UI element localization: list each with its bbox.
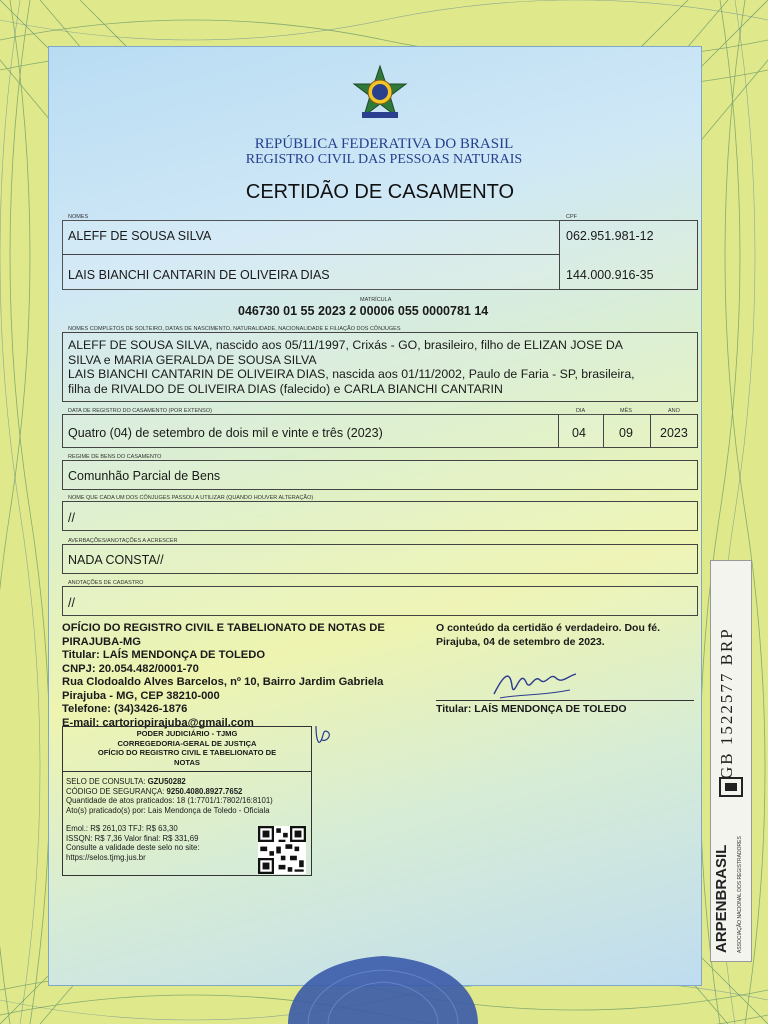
notary-line: CNPJ: 20.054.482/0001-70	[62, 662, 199, 675]
regime-value: Comunhão Parcial de Bens	[68, 469, 221, 483]
filiation-label: NOMES COMPLETOS DE SOLTEIRO, DATAS DE NASCIMENTO, NATURALIDADE, NACIONALIDADE E FILIAÇÃO DOS CÔNJUGES	[68, 326, 401, 332]
name-used-box	[62, 501, 698, 531]
filiation-text	[68, 338, 696, 396]
spouse-2-name: LAIS BIANCHI CANTARIN DE OLIVEIRA DIAS	[68, 268, 330, 282]
spouse-1-name: ALEFF DE SOUSA SILVA	[68, 229, 212, 243]
seal-header-line: CORREGEDORIA-GERAL DE JUSTIÇA	[117, 738, 257, 748]
seal-header	[62, 726, 312, 772]
annotations-value: NADA CONSTA//	[68, 553, 164, 567]
day-label: DIA	[576, 408, 586, 414]
year-divider	[650, 414, 651, 448]
qr-code-icon	[258, 826, 306, 874]
names-label: NOMES	[68, 214, 89, 220]
seal-acts: Quantidade de atos praticados: 18 (1:7701/1:7802/16:8101)	[66, 796, 273, 806]
seal-practiced: Ato(s) praticado(s) por: Lais Mendonça de Toledo - Oficiala	[66, 806, 270, 816]
registration-month: 09	[619, 426, 633, 440]
seal-tax: ISSQN: R$ 7,36 Valor final: R$ 331,69	[66, 833, 199, 843]
registration-day: 04	[572, 426, 586, 440]
arpen-logo-icon	[717, 773, 745, 801]
initials-mark-icon	[312, 722, 334, 748]
seal-security: CÓDIGO DE SEGURANÇA: 9250.4080.8927.7652	[66, 786, 243, 796]
registration-date-label: DATA DE REGISTRO DO CASAMENTO (POR EXTENSO)	[68, 408, 212, 414]
certification-text	[436, 622, 700, 649]
notary-line: Titular: LAÍS MENDONÇA DE TOLEDO	[62, 649, 266, 661]
signature-icon	[490, 664, 580, 704]
seal-consult: SELO DE CONSULTA: GZU50282	[66, 777, 186, 786]
notary-info	[62, 622, 422, 730]
strip-serial: GB 1522577 BRP	[717, 627, 736, 779]
signature-line	[436, 700, 694, 701]
month-label: MÊS	[620, 408, 632, 414]
registration-year: 2023	[660, 426, 688, 440]
filiation-line: LAIS BIANCHI CANTARIN DE OLIVEIRA DIAS, nascida aos 01/11/2002, Paulo de Faria - SP, brasileira,	[68, 367, 635, 382]
filiation-line: ALEFF DE SOUSA SILVA, nascido aos 05/11/1997, Crixás - GO, brasileiro, filho de ELIZAN JOSE DA	[68, 338, 623, 352]
seal-header-line: OFÍCIO DO REGISTRO CIVIL E TABELIONATO DE	[97, 748, 277, 757]
registry-heading: REGISTRO CIVIL DAS PESSOAS NATURAIS	[245, 152, 523, 167]
spouse-2-cpf: 144.000.916-35	[566, 268, 654, 282]
security-strip	[710, 560, 752, 962]
notary-line: Pirajuba - MG, CEP 38210-000	[62, 689, 220, 702]
annotations-label: AVERBAÇÕES/ANOTAÇÕES A ACRESCER	[68, 538, 178, 544]
certification-line: Pirajuba, 04 de setembro de 2023.	[436, 635, 605, 648]
matricula-label: MATRÍCULA	[360, 297, 392, 303]
name-used-value: //	[68, 511, 75, 525]
registration-date-text: Quatro (04) de setembro de dois mil e vinte e três (2023)	[68, 426, 383, 440]
registry-notes-label: ANOTAÇÕES DE CADASTRO	[68, 580, 144, 586]
page-title: CERTIDÃO DE CASAMENTO	[245, 181, 515, 203]
filiation-line: SILVA e MARIA GERALDA DE SOUSA SILVA	[68, 352, 317, 367]
notary-line: Telefone: (34)3426-1876	[62, 703, 188, 715]
seal-header-line: PODER JUDICIÁRIO - TJMG	[136, 729, 238, 738]
filiation-line: filha de RIVALDO DE OLIVEIRA DIAS (falecido) e CARLA BIANCHI CANTARIN	[68, 381, 503, 396]
signer-title: Titular: LAÍS MENDONÇA DE TOLEDO	[436, 703, 627, 715]
seal-header-line: NOTAS	[173, 757, 200, 767]
republic-heading: REPÚBLICA FEDERATIVA DO BRASIL	[254, 136, 514, 152]
blue-seal-icon	[278, 950, 488, 1024]
registry-notes-value: //	[68, 596, 75, 610]
strip-brand: ARPENBRASIL	[713, 844, 730, 953]
seal-site: https://selos.tjmg.jus.br	[66, 852, 146, 862]
cpf-label: CPF	[566, 214, 577, 220]
seal-check: Consulte a validade deste selo no site:	[66, 843, 200, 853]
seal-details	[66, 777, 273, 863]
seal-fees: Emol.: R$ 261,03 TFJ: R$ 63,30	[66, 823, 178, 833]
notary-line: PIRAJUBA-MG	[62, 635, 141, 648]
notary-line: Rua Clodoaldo Alves Barcelos, nº 10, Bairro Jardim Gabriela	[62, 676, 384, 688]
notary-line: OFÍCIO DO REGISTRO CIVIL E TABELIONATO DE NOTAS DE	[62, 622, 385, 634]
strip-subtitle: ASSOCIAÇÃO NACIONAL DOS REGISTRADORES	[737, 836, 743, 953]
year-label: ANO	[668, 408, 680, 414]
name-used-label: NOME QUE CADA UM DOS CÔNJUGES PASSOU A UTILIZAR (QUANDO HOUVER ALTERAÇÃO)	[68, 495, 314, 501]
notary-line: E-mail: cartoriopirajuba@gmail.com	[62, 716, 254, 729]
matricula-number: 046730 01 55 2023 2 00006 055 0000781 14	[238, 304, 489, 318]
regime-label: REGIME DE BENS DO CASAMENTO	[68, 454, 162, 460]
certification-line: O conteúdo da certidão é verdadeiro. Dou fé.	[436, 622, 661, 634]
spouse-1-cpf: 062.951.981-12	[566, 229, 654, 243]
registry-notes-box	[62, 586, 698, 616]
coat-of-arms-icon	[348, 64, 412, 124]
